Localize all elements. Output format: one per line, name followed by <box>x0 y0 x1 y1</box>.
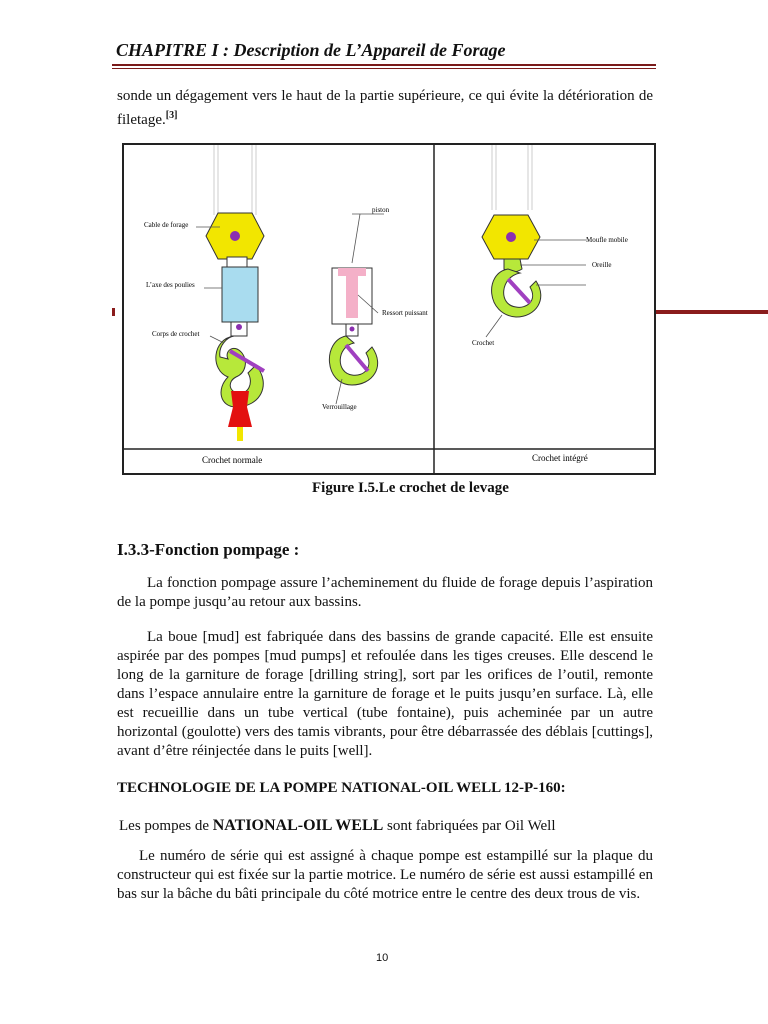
section-title: I.3.3-Fonction pompage : <box>117 540 300 559</box>
margin-mark-right <box>656 310 768 314</box>
label-ressort: Ressort puissant <box>382 309 428 317</box>
chapter-header: CHAPITRE I : Description de L’Appareil de Forage <box>116 40 506 60</box>
cable-lines <box>214 145 532 215</box>
pump-line-suffix: sont fabriquées par Oil Well <box>387 818 556 834</box>
label-piston: piston <box>372 206 390 214</box>
paragraph-1: La fonction pompage assure l’acheminement du fluide de forage depuis l’aspiration de la pompe jusqu’au retour aux bassins. <box>117 575 653 610</box>
label-axe: L’axe des poulies <box>146 281 195 289</box>
pump-line-prefix: Les pompes de <box>119 818 209 834</box>
label-moufle: Moufle mobile <box>586 236 628 244</box>
label-crochet-integre: Crochet intégré <box>532 453 588 463</box>
margin-mark-left <box>112 308 115 316</box>
label-corps: Corps de crochet <box>152 330 200 338</box>
page-number: 10 <box>376 952 389 964</box>
pump-line <box>119 817 556 835</box>
hook-shape-piston <box>329 336 377 385</box>
figure-caption: Figure I.5.Le crochet de levage <box>312 480 509 496</box>
header-rule-thin <box>112 68 656 69</box>
technology-title: TECHNOLOGIE DE LA POMPE NATIONAL-OIL WELL 12-P-160: <box>117 780 566 796</box>
paragraph-3: Le numéro de série qui est assigné à chaque pompe est estampillé sur la plaque du constructeur qui est fixée sur la partie motrice. Le numéro de série est aussi estampillé en bas sur la bâche du bâti principale du côté motrice entre le centre des deux trous de vis. <box>117 848 653 902</box>
hook-diagram <box>124 145 654 473</box>
hook-body <box>222 267 258 322</box>
reference-mark: [3] <box>165 110 178 121</box>
label-cable: Cable de forage <box>144 221 189 229</box>
label-crochet-normale: Crochet normale <box>202 455 263 465</box>
label-verrouillage: Verrouillage <box>322 403 357 411</box>
hook-figure <box>122 143 656 475</box>
intro-paragraph <box>117 87 653 130</box>
intro-text: sonde un dégagement vers le haut de la partie supérieure, ce qui évite la détérioration de filetage. <box>117 88 653 128</box>
paragraph-2: La boue [mud] est fabriquée dans des bassins de grande capacité. Elle est ensuite aspirée par des pompes [mud pumps] et refoulée dans les tiges creuses. Elle descend le long de la garniture de forage [drilling string], sort par les orifices de l’outil, remonte dans l’espace annulaire entre la garniture de forage et le puits jusqu’en surface. Là, elle est recueillie dans un tube vertical (tube fontaine), puis acheminée par un autre horizontal (goulotte) vers des tamis vibrants, pour être débarrassée des déblais [cuttings], avant d’être réinjectée dans le puits [well]. <box>117 629 653 759</box>
label-crochet: Crochet <box>472 339 495 347</box>
pump-brand: NATIONAL-OIL WELL <box>212 817 384 834</box>
label-oreille: Oreille <box>592 261 612 269</box>
header-rule <box>112 64 656 66</box>
